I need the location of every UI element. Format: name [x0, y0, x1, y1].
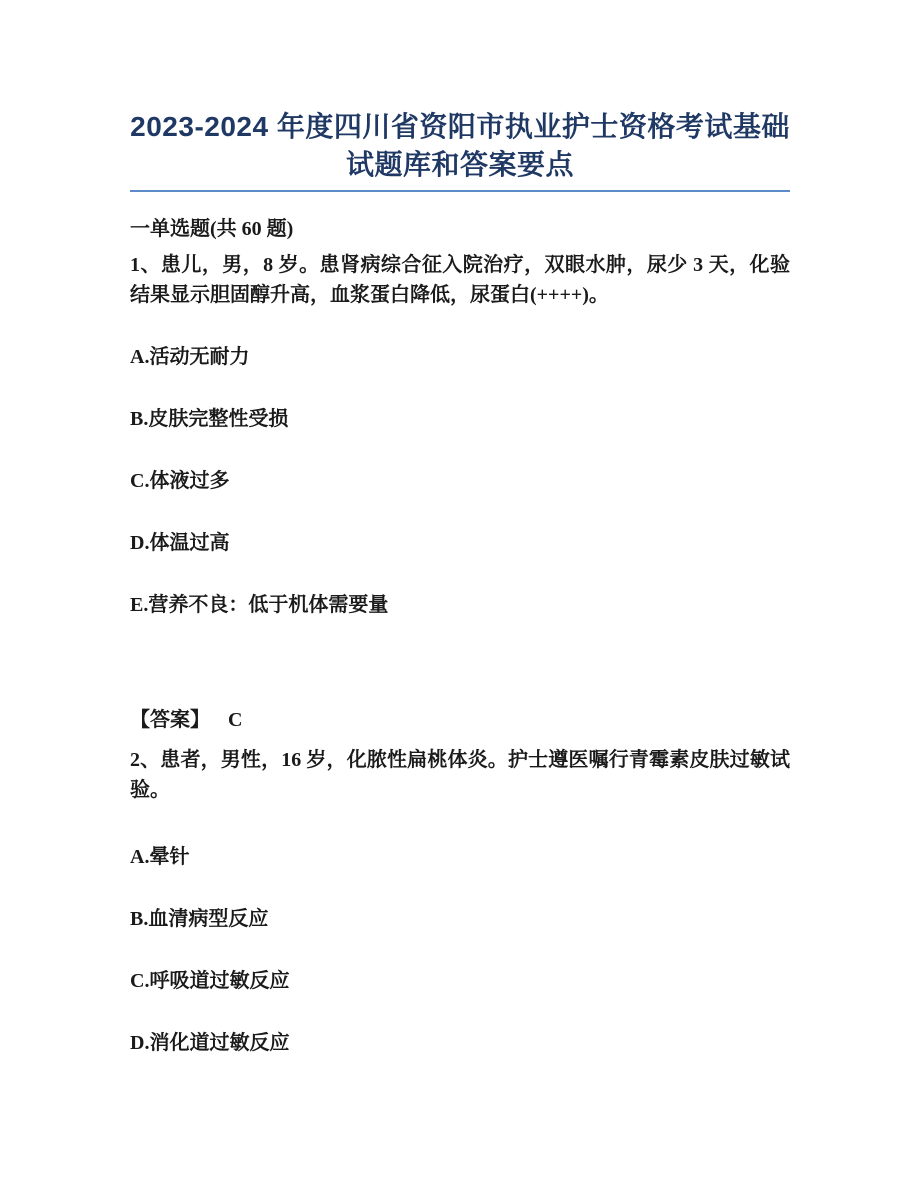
- question-stem: 2、患者，男性，16 岁，化脓性扁桃体炎。护士遵医嘱行青霉素皮肤过敏试验。: [130, 749, 790, 801]
- question-option-c: C.体液过多: [130, 470, 230, 492]
- question-option-e: E.营养不良：低于机体需要量: [130, 594, 389, 616]
- question-option-b: B.血清病型反应: [130, 908, 269, 930]
- question-block-2: [130, 745, 790, 1058]
- question-option-d: D.体温过高: [130, 532, 230, 554]
- question-option-b: B.皮肤完整性受损: [130, 408, 289, 430]
- document-title: 2023-2024 年度四川省资阳市执业护士资格考试基础试题库和答案要点: [130, 111, 790, 180]
- question-block-1: [130, 250, 790, 735]
- answer-line: [130, 705, 790, 735]
- question-option-a: A.活动无耐力: [130, 346, 250, 368]
- question-option-a: A.晕针: [130, 846, 190, 868]
- document-body: [130, 214, 790, 1058]
- answer-value: C: [228, 709, 243, 731]
- document-header: [130, 108, 790, 192]
- question-option-d: D.消化道过敏反应: [130, 1032, 290, 1054]
- answer-label: 【答案】: [130, 709, 210, 731]
- section-header: 一单选题(共 60 题): [130, 218, 294, 240]
- title-divider: [130, 190, 790, 192]
- question-stem: 1、患儿，男，8 岁。患肾病综合征入院治疗，双眼水肿，尿少 3 天，化验结果显示胆固醇升高，血浆蛋白降低，尿蛋白(++++)。: [130, 254, 790, 306]
- question-option-c: C.呼吸道过敏反应: [130, 970, 290, 992]
